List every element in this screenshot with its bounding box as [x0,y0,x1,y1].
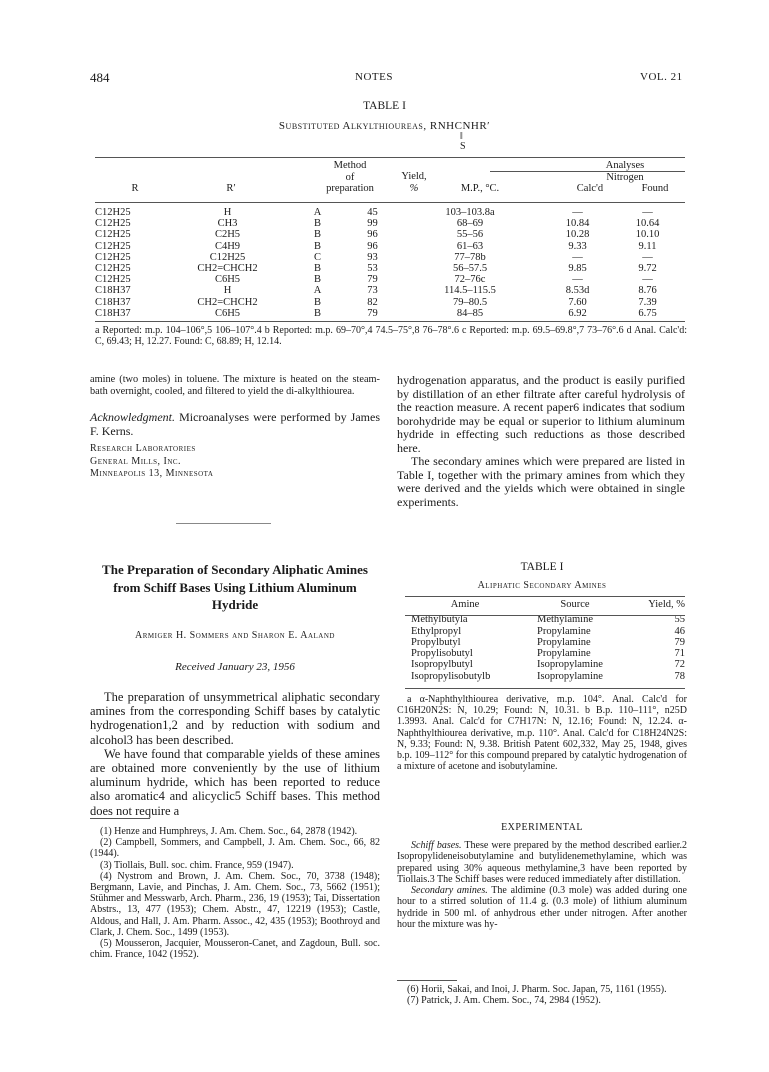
table2-cell: 78 [674,670,685,682]
separator-rule [176,523,271,524]
table2-top-rule [405,596,685,597]
table1-cell-mp: 72–76c [454,274,486,286]
table1-body [95,207,685,319]
volume: VOL. 21 [640,71,683,83]
table2-row [405,648,685,659]
table1-footnote: a Reported: m.p. 104–106°,5 106–107°.4 b Reported: m.p. 69–70°,4 74.5–75°,8 76–78°.6 c Reported: m.p. 69.5–69.8°,7 73–76°.6 d Anal. Calc'd: C, 69.43; H, 12.27. Found: C, 68.89; H, 12.14. [95,325,687,348]
article-title: The Preparation of Secondary Aliphatic Amines from Schiff Bases Using Lithium Aluminum Hydride [102,562,368,612]
table1-row [95,274,685,285]
table2-cell: Isopropylamine [537,659,603,671]
table1-cell-rp: CH2=CHCH2 [197,296,258,308]
table1-label: TABLE I [363,100,406,112]
table2-bottom-rule [405,688,685,689]
hdr-rprime: R′ [226,183,236,194]
right-para-2: The secondary amines which were prepared are listed in Table I, together with the primary amines from which they were derived and the yields which were obtained in single experiments. [397,454,685,509]
table1-cell-y: 73 [367,285,378,297]
table1-cell-rp: H [223,207,232,218]
table2-cell: 55 [674,614,685,626]
table1-row [95,263,685,274]
article-para-1: The preparation of unsymmetrical aliphatic secondary amines from the corresponding Schiff bases by catalytic hydrogenation1,2 and by reduction with sodium and alcohol3 has been described. [90,690,380,747]
table1-cell-r: C12H25 [95,274,131,286]
thiourea-double-bond: ‖ [460,131,463,142]
table1-cell-mp: 79–80.5 [452,296,488,308]
analyses-rule [490,171,685,172]
running-head: NOTES [355,71,393,83]
table1-cell-mp: 84–85 [456,307,484,319]
exp-para1-label: Schiff bases. [411,840,462,851]
table2-label: TABLE I [520,561,564,573]
references-left [90,826,380,960]
table1-cell-rp: C12H25 [209,251,246,263]
table2-row [405,659,685,670]
experimental-heading: EXPERIMENTAL [501,822,583,833]
table1-cell-rp: CH2=CHCH2 [197,263,258,275]
table2-title: Aliphatic Secondary Amines [477,580,607,591]
table1-cell-r: C12H25 [95,229,131,241]
hdr-yield: Yield, [401,171,427,182]
table1-cell-rp: C6H5 [214,307,241,319]
table2-cell: Isopropylbutyl [411,659,473,671]
table1-cell-r: C12H25 [95,263,131,275]
table2-cell: 79 [674,636,685,648]
table2-cell: Propylamine [537,648,591,660]
table2-cell: 71 [674,648,685,660]
table1-cell-f: 9.11 [638,240,657,252]
table1-cell-f: 6.75 [638,307,657,319]
table1-bottom-rule [95,321,685,322]
table1-cell-r: C12H25 [95,240,131,252]
affil-line-2: General Mills, Inc. [90,455,182,467]
hdr-method-prep: preparation [326,183,374,194]
table1-cell-y: 79 [367,307,378,319]
table2-footnote [397,694,687,772]
table1-cell-c: 6.92 [568,307,587,319]
table1-cell-mp: 55–56 [456,229,484,241]
table1-cell-r: C12H25 [95,218,131,230]
hdr-method-of: of [345,171,355,183]
table1-cell-y: 96 [367,229,378,241]
table2-cell: Isopropylamine [537,670,603,682]
table1-cell-m: B [313,296,321,308]
footnote-rule [90,818,150,819]
table2-row [405,671,685,682]
reference-item: (6) Horii, Sakai, and Inoi, J. Pharm. Soc. Japan, 75, 1161 (1955). [407,984,667,995]
table1-row [95,241,685,252]
table1-top-rule [95,157,685,158]
hdr-method: Method [333,160,367,171]
table1-cell-c: — [572,207,583,218]
table1-row [95,285,685,296]
table1-cell-mp: 61–63 [456,240,484,252]
hdr-yield-unit: % [409,182,419,194]
table1-row [95,308,685,319]
table1-cell-m: B [313,240,321,252]
right-top-text [397,374,685,509]
table2-cell: 72 [674,659,685,671]
table1-cell-m: B [313,263,321,275]
page-number: 484 [90,70,110,85]
table1-cell-m: B [313,229,321,241]
hdr-calcd: Calc'd [576,183,604,194]
footnote-rule-right [397,980,457,981]
table1-cell-y: 99 [367,218,378,230]
hdr-mp: M.P., °C. [460,183,500,194]
table1-cell-mp: 56–57.5 [452,263,488,275]
table1-cell-y: 45 [367,207,378,218]
t2-hdr-source: Source [560,599,590,610]
reference-item: (1) Henze and Humphreys, J. Am. Chem. Soc., 64, 2878 (1942). [100,826,358,837]
table1-row [95,297,685,308]
exp-para2-label: Secondary amines. [411,885,488,897]
table2-row [405,637,685,648]
table2 [405,599,685,682]
table2-cell: Propylamine [537,625,591,637]
reference-item: (4) Nystrom and Brown, J. Am. Chem. Soc., 70, 3738 (1948); Bergmann, Lavie, and Pinchas, J. Am. Chem. Soc., 73, 5662 (1951); Stühmer and Messwarb, Arch. Pharm., 236, 19 (1953); Tai, Dissertation Abstrs., 13, 477 (1953); Chem. Abstr., 47, 12219 (1953); Castle, Aldous, and Hall, J. Am. Pharm. Assoc., 42, 435 (1953); Boothroyd and Clark, J. Chem. Soc., 1499 (1953). [90,870,380,938]
hdr-analyses: Analyses [605,160,645,171]
exp-para1: These were prepared by the method described earlier.2 Isopropylideneisobutylamine and butylidenemethylamine, which was prepared using 30% aqueous methylamine,3 have been reported by Tiollais.3 The Schiff bases were reduced immediately after distillation. [397,840,688,885]
table2-cell: Methylamine [537,614,593,626]
ack-text: Microanalyses were performed by James F. Kerns. [90,410,380,438]
table1-cell-mp: 103–103.8a [445,207,495,218]
table1-cell-m: B [313,307,321,319]
table1-cell-rp: C6H5 [214,274,241,286]
table1-cell-y: 93 [367,251,378,263]
article-para-2: We have found that comparable yields of these amines are obtained more conveniently by the use of lithium aluminum hydride, which has been reported to reduce also aromatic4 and alicyclic5 Schiff bases. This method does not require a [90,746,380,818]
affiliation [90,443,213,481]
table1-row [95,207,685,218]
table1-cell-mp: 114.5–115.5 [444,285,496,297]
table1-cell-rp: CH3 [217,218,238,230]
table1-cell-rp: C4H9 [214,240,241,252]
table1-cell-r: C18H37 [95,296,131,308]
table1-cell-y: 53 [367,263,378,275]
thiourea-sulfur: S [460,141,466,152]
table1-cell-r: C12H25 [95,207,131,218]
table2-cell: Isopropylisobutylb [411,670,491,682]
table1-cell-c: 8.53d [565,285,590,297]
table1-cell-rp: C2H5 [214,229,241,241]
table1-cell-f: 8.76 [638,285,657,297]
table1-cell-f: 10.64 [635,218,660,230]
table1-row [95,218,685,229]
acknowledgment [90,410,380,438]
affil-line-1: Research Laboratories [90,443,196,454]
table2-cell: Ethylpropyl [411,625,462,637]
table2-row [405,626,685,637]
table2-cell: Propylbutyl [411,636,461,648]
table1-cell-m: B [313,274,321,286]
experimental-body [397,840,687,930]
table1-header-rule [95,202,685,203]
hdr-found: Found [641,183,669,194]
table1-cell-c: 9.85 [568,263,587,275]
table2-cell: Propylamine [537,636,591,648]
table1-cell-y: 79 [367,274,378,286]
table1-cell-y: 96 [367,240,378,252]
table1-cell-c: 10.28 [565,229,590,241]
table2-header-rule [405,615,685,616]
ack-label: Acknowledgment. [90,410,175,424]
table1-cell-m: B [313,218,321,230]
table1-cell-y: 82 [367,296,378,308]
table1-cell-c: — [572,251,583,263]
table1-cell-m: A [313,285,322,297]
table1-cell-r: C18H37 [95,307,131,319]
reference-item: (7) Patrick, J. Am. Chem. Soc., 74, 2984 (1952). [407,995,601,1007]
t2-hdr-yield: Yield, % [648,599,685,610]
table1-cell-r: C12H25 [95,251,131,263]
table1-cell-f: 9.72 [638,263,657,275]
reference-item: (5) Mousseron, Jacquier, Mousseron-Canet, and Zagdoun, Bull. soc. chim. France, 1042 (1952). [90,938,380,961]
table1-cell-m: C [313,251,321,263]
table1-title: Substituted Alkylthioureas, RNHCNHR′ [278,120,491,132]
table2-cell: 46 [674,625,685,637]
table1-cell-c: — [572,274,583,286]
table1-row [95,252,685,263]
table1-cell-r: C18H37 [95,285,131,297]
table1-cell-f: — [642,251,653,263]
right-para-1: hydrogenation apparatus, and the product is easily purified by distillation of an ether filtrate after careful hydrolysis of the reaction measure. A recent paper6 indicates that sodium borohydride may be equal or superior to lithium aluminum hydride in effecting such reductions as those described here. [397,373,685,455]
table1-cell-f: 10.10 [635,229,660,241]
table1-cell-mp: 68–69 [456,218,484,230]
table1-cell-f: — [642,207,653,218]
table2-footnote-text: a α-Naphthylthiourea derivative, m.p. 104°. Anal. Calc'd for C16H20N2S: N, 10.29; Found: N, 10.31. b B.p. 110–111°, n25D 1.3993. Anal. Calc'd for C7H17N: N, 12.16; Found: N, 12.24. α-Naphthylthiourea derivative, m.p. 110°. Anal. Calc'd for C18H24N2S: N, 9.33; Found: N, 9.38. British Patent 602,332, May 25, 1948, gives b.p. 109–112° for this compound prepared by catalytic hydrogenation of a mixture of acetone and isobutylamine. [397,694,687,773]
exp-para2: The aldimine (0.3 mole) was added during one hour to a stirred solution of 11.4 g. (0.3 mole) of lithium aluminum hydride in 500 ml. of anhydrous ether under nitrogen. After another hour the mixture was hy- [397,885,687,931]
reference-item: (3) Tiollais, Bull. soc. chim. France, 959 (1947). [100,859,294,871]
reference-item: (2) Campbell, Sommers, and Campbell, J. Am. Chem. Soc., 66, 82 (1944). [90,837,380,860]
t2-hdr-amine: Amine [450,599,480,610]
received-date: Received January 23, 1956 [175,661,295,673]
table1-cell-m: A [313,207,322,218]
affil-line-3: Minneapolis 13, Minnesota [90,468,214,479]
table1-cell-rp: H [223,285,232,297]
references-right [397,984,687,1006]
table1-cell-c: 7.60 [568,296,587,308]
hdr-r: R [131,183,139,194]
table1-cell-mp: 77–78b [454,251,486,263]
table2-cell: Propylisobutyl [411,648,473,660]
hdr-nitrogen: Nitrogen [606,171,644,183]
table1-cell-f: — [642,274,653,286]
left-intro-para: amine (two moles) in toluene. The mixture is heated on the steam-bath overnight, cooled, and filtered to yield the di-alkylthiourea. [90,374,380,397]
article-body [90,690,380,818]
table1-cell-c: 9.33 [568,240,587,252]
table1-cell-f: 7.39 [638,296,657,308]
table2-cell: Methylbutyla [411,614,468,626]
table1-row [95,229,685,240]
article-authors: Armiger H. Sommers and Sharon E. Aaland [135,630,335,641]
table1-cell-c: 10.84 [565,218,590,230]
